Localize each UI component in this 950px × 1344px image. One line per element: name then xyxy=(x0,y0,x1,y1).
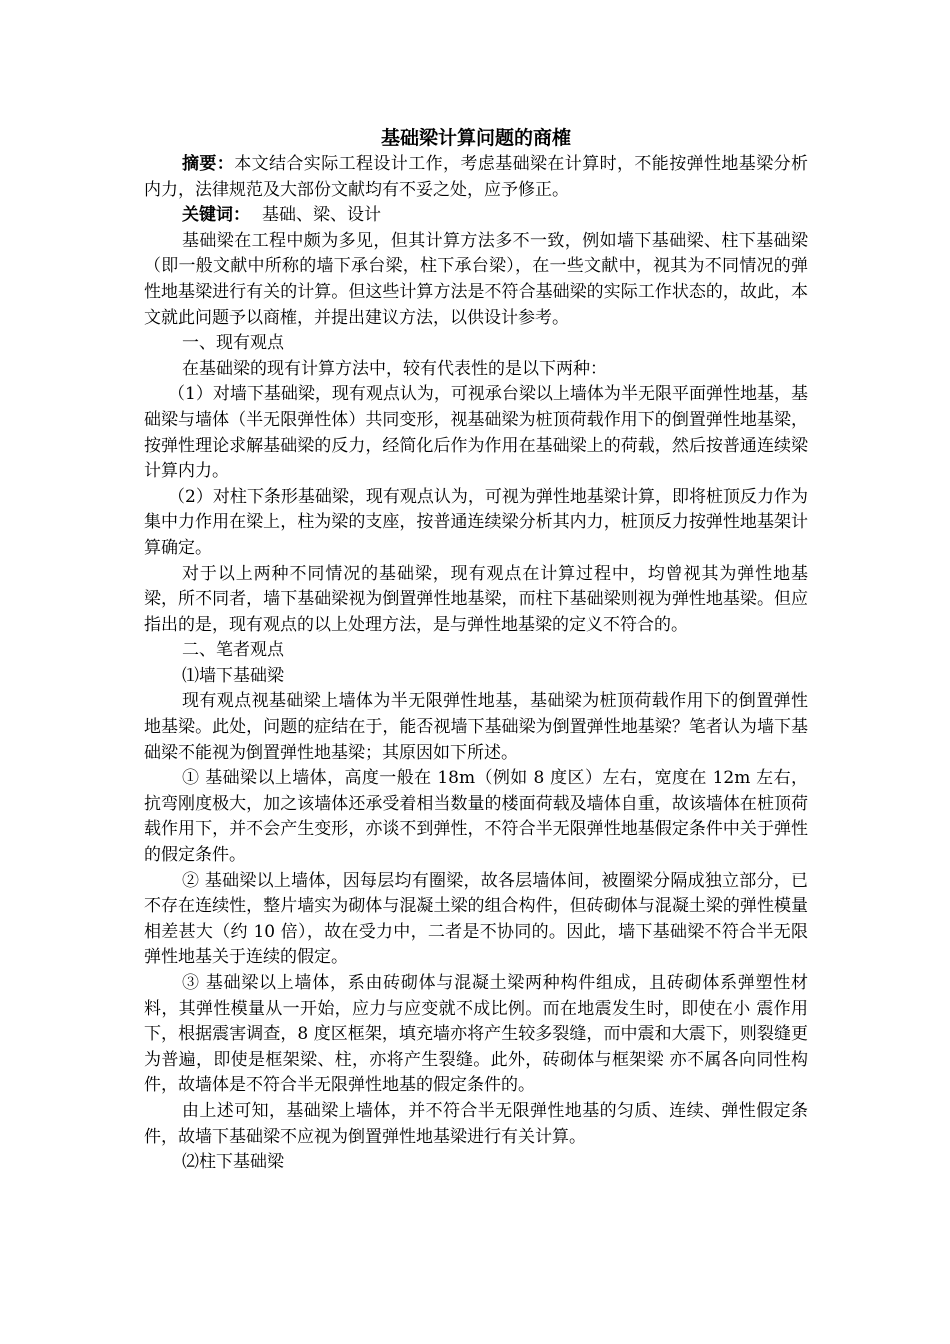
paragraph: 在基础梁的现有计算方法中，较有代表性的是以下两种： xyxy=(182,358,607,379)
paragraph-item-1: （1）对墙下基础梁，现有观点认为，可视承台梁以上墙体为半无限平面弹性地基，基础梁与墙体（半无限弹性体）共同变形，视基础梁为桩顶荷载作用下的倒置弹性地基梁，按弹性理论求解基础梁的反力，经简化后作为作用在基础梁上的荷载，然后按普通连续梁计算内力。 xyxy=(144,384,808,482)
subsection-heading-2: ⑵柱下基础梁 xyxy=(182,1152,284,1173)
paragraph-item-2: （2）对柱下条形基础梁，现有观点认为，可视为弹性地基梁计算，即将桩顶反力作为集中力作用在梁上，柱为梁的支座，按普通连续梁分析其内力，桩顶反力按弹性地基架计算确定。 xyxy=(144,486,808,558)
abstract-text: 本文结合实际工程设计工作，考虑基础梁在计算时，不能按弹性地基梁分析内力，法律规范及大部份文献均有不妥之处，应予修正。 xyxy=(144,154,809,200)
paragraph: 对于以上两种不同情况的基础梁，现有观点在计算过程中，均曾视其为弹性地基梁，所不同者，墙下基础梁视为倒置弹性地基梁，而柱下基础梁则视为弹性地基梁。但应指出的是，现有观点的以上处理方法，是与弹性地基梁的定义不符合的。 xyxy=(144,563,808,635)
paragraph-intro: 基础梁在工程中颇为多见，但其计算方法多不一致，例如墙下基础梁、柱下基础梁（即一般文献中所称的墙下承台梁，柱下承台梁），在一些文献中，视其为不同情况的弹性地基梁进行有关的计算。但这些计算方法是不符合基础梁的实际工作状态的，故此，本文就此问题予以商榷，并提出建议方法，以供设计参考。 xyxy=(144,230,808,328)
paragraph-point-3: ③ 基础梁以上墙体，系由砖砌体与混凝土梁两种构件组成，且砖砌体系弹塑性材料，其弹性模量从一开始，应力与应变就不成比例。而在地震发生时，即使在小 震作用下，根据震害调查，8 度区框架，填充墙亦将产生较多裂缝，而中震和大震下，则裂缝更为普遍，即使是框架梁、柱，亦将产生裂缝。此外，砖砌体与框架梁 亦不属各向同性构件，故墙体是不符合半无限弹性地基的假定条件的。 xyxy=(144,973,808,1096)
paragraph-point-2: ② 基础梁以上墙体，因每层均有圈梁，故各层墙体间，被圈梁分隔成独立部分，已不存在连续性，整片墙实为砌体与混凝土梁的组合构件，但砖砌体与混凝土梁的弹性模量相差甚大（约 10 倍），故在受力中，二者是不协同的。因此，墙下基础梁不符合半无限弹性地基关于连续的假定。 xyxy=(144,870,808,968)
document-title: 基础梁计算问题的商榷 xyxy=(380,127,571,149)
keywords-text: 基础、梁、设计 xyxy=(262,205,381,226)
paragraph: 现有观点视基础梁上墙体为半无限弹性地基，基础梁为桩顶荷载作用下的倒置弹性地基梁。此处，问题的症结在于，能否视墙下基础梁为倒置弹性地基梁？笔者认为墙下基础梁不能视为倒置弹性地基梁；其原因如下所述。 xyxy=(144,691,808,763)
section-heading-2: 二、笔者观点 xyxy=(182,640,284,661)
paragraph-point-1: ① 基础梁以上墙体，高度一般在 18m（例如 8 度区）左右，宽度在 12m 左右，抗弯刚度极大，加之该墙体还承受着相当数量的楼面荷载及墙体自重，故该墙体在桩顶荷载作用下，并不会产生变形，亦谈不到弹性，不符合半无限弹性地基假定条件中关于弹性的假定条件。 xyxy=(144,768,808,866)
paragraph-conclusion: 由上述可知，基础梁上墙体，并不符合半无限弹性地基的匀质、连续、弹性假定条件，故墙下基础梁不应视为倒置弹性地基梁进行有关计算。 xyxy=(144,1100,808,1147)
abstract xyxy=(144,152,808,203)
section-heading-1: 一、现有观点 xyxy=(182,333,284,354)
keywords-label: 关键词： xyxy=(182,205,250,226)
document-page xyxy=(144,124,808,1176)
subsection-heading-1: ⑴墙下基础梁 xyxy=(182,665,284,686)
abstract-label: 摘要： xyxy=(182,154,235,174)
keywords xyxy=(144,203,808,229)
